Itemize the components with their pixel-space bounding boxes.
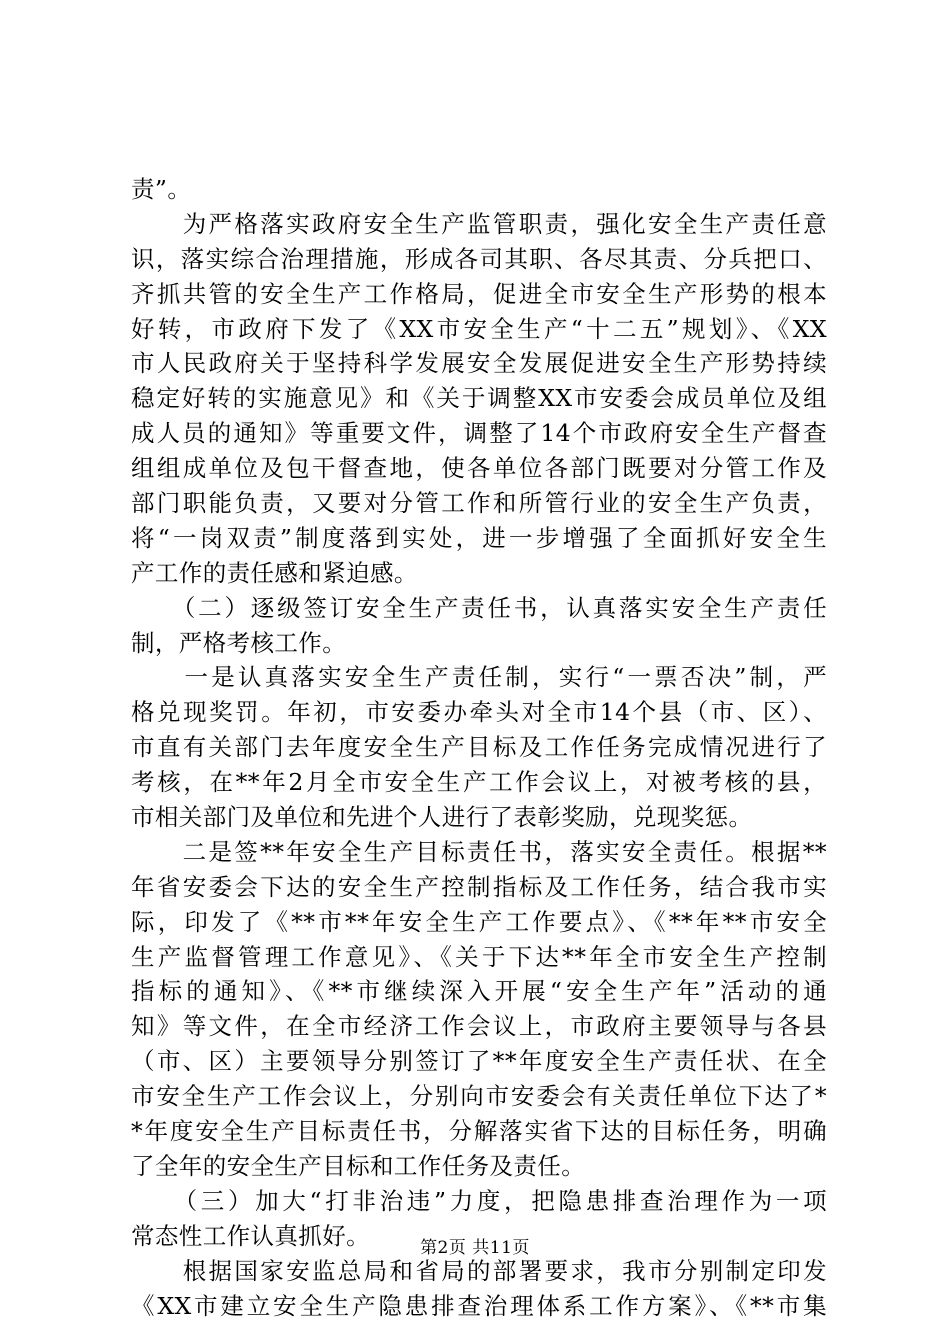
text-line: 组组成单位及包干督查地，使各单位各部门既要对分管工作及 <box>131 454 827 483</box>
text-line: （市、区）主要领导分别签订了**年度安全生产责任状、在全 <box>131 1047 827 1076</box>
text-line: 了全年的安全生产目标和工作任务及责任。 <box>131 1151 586 1180</box>
text-line: 《XX市建立安全生产隐患排查治理体系工作方案》、《**市集 <box>131 1291 827 1320</box>
text-line: *年度安全生产目标责任书，分解落实省下达的目标任务，明确 <box>131 1117 827 1146</box>
text-line: 市直有关部门去年度安全生产目标及工作任务完成情况进行了 <box>131 733 827 762</box>
text-line: 将“一岗双责”制度落到实处，进一步增强了全面抓好安全生 <box>131 523 827 552</box>
text-line: 责”。 <box>131 175 192 203</box>
text-line: （二）逐级签订安全生产责任书，认真落实安全生产责任 <box>131 593 827 622</box>
text-line: （三）加大“打非治违”力度，把隐患排查治理作为一项 <box>131 1186 827 1215</box>
text-line: 市安全生产工作会议上，分别向市安委会有关责任单位下达了* <box>131 1082 827 1111</box>
text-line: 成人员的通知》等重要文件，调整了14个市政府安全生产督查 <box>131 419 827 448</box>
text-line: 好转，市政府下发了《XX市安全生产“十二五”规划》、《XX <box>131 314 827 343</box>
text-line: 年省安委会下达的安全生产控制指标及工作任务，结合我市实 <box>131 872 827 901</box>
text-line: 知》等文件，在全市经济工作会议上，市政府主要领导与各县 <box>131 1012 827 1041</box>
text-line: 齐抓共管的安全生产工作格局，促进全市安全生产形势的根本 <box>131 279 827 308</box>
text-line: 制，严格考核工作。 <box>131 628 347 657</box>
text-line: 部门职能负责，又要对分管工作和所管行业的安全生产负责， <box>131 489 827 518</box>
text-line: 常态性工作认真抓好。 <box>131 1221 370 1250</box>
text-line: 指标的通知》、《**市继续深入开展“安全生产年”活动的通 <box>131 977 827 1006</box>
page-number-footer: 第2页 共11页 <box>420 1238 530 1258</box>
text-line: 为严格落实政府安全生产监管职责，强化安全生产责任意 <box>131 209 827 238</box>
text-line: 生产监督管理工作意见》、《关于下达**年全市安全生产控制 <box>131 942 827 971</box>
text-line: 际，印发了《**市**年安全生产工作要点》、《**年**市安全 <box>131 907 827 936</box>
text-line: 格兑现奖罚。年初，市安委办牵头对全市14个县（市、区）、 <box>131 698 827 727</box>
text-line: 根据国家安监总局和省局的部署要求，我市分别制定印发 <box>131 1256 827 1285</box>
text-line: 市相关部门及单位和先进个人进行了表彰奖励，兑现奖惩。 <box>131 803 753 832</box>
body-text <box>131 172 827 1323</box>
text-line: 一是认真落实安全生产责任制，实行“一票否决”制，严 <box>131 663 827 692</box>
text-line: 识，落实综合治理措施，形成各司其职、各尽其责、分兵把口、 <box>131 244 827 273</box>
text-line: 稳定好转的实施意见》和《关于调整XX市安委会成员单位及组 <box>131 384 827 413</box>
text-line: 考核，在**年2月全市安全生产工作会议上，对被考核的县， <box>131 768 827 797</box>
text-line: 市人民政府关于坚持科学发展安全发展促进安全生产形势持续 <box>131 349 827 378</box>
text-line: 二是签**年安全生产目标责任书，落实安全责任。根据** <box>131 837 827 866</box>
text-line: 产工作的责任感和紧迫感。 <box>131 558 418 587</box>
